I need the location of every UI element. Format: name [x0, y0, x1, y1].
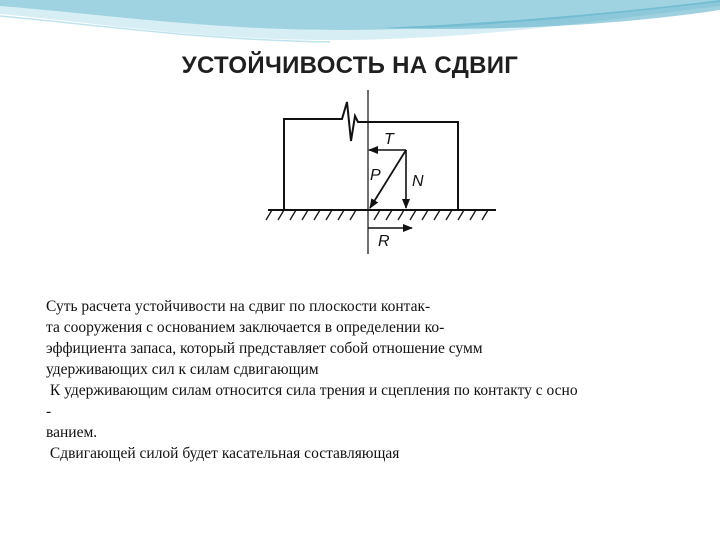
- text-line: Сдвигающей силой будет касательная составляющая: [46, 445, 400, 462]
- shear-stability-diagram: [262, 86, 502, 258]
- label-T: T: [384, 131, 394, 148]
- text-line: ванием.: [46, 424, 98, 441]
- label-N: N: [412, 173, 424, 190]
- text-line: Суть расчета устойчивости на сдвиг по плоскости контак-: [46, 298, 431, 315]
- label-P: P: [370, 167, 381, 184]
- text-line: та сооружения с основанием заключается в определении ко-: [46, 319, 445, 336]
- label-R: R: [378, 233, 390, 250]
- structure-block: [284, 102, 458, 210]
- description-text: [46, 296, 716, 464]
- ground-hatching: [266, 210, 488, 220]
- text-line: К удерживающим силам относится сила трения и сцепления по контакту с осно: [46, 382, 578, 399]
- text-line: эффициента запаса, который представляет собой отношение сумм: [46, 340, 483, 357]
- text-line: удерживающих сил к силам сдвигающим: [46, 361, 319, 378]
- slide-title: УСТОЙЧИВОСТЬ НА СДВИГ: [181, 52, 519, 79]
- text-line: -: [46, 403, 52, 420]
